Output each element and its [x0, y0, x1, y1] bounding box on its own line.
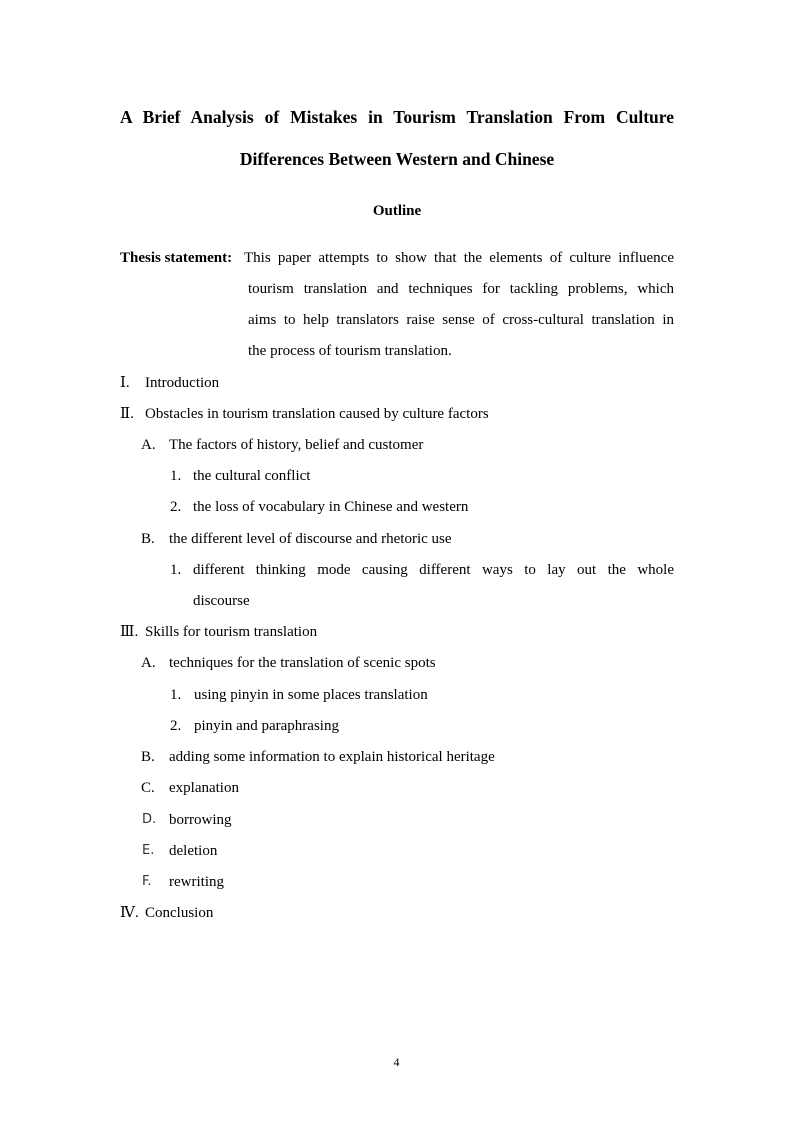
thesis-line-2: tourism translation and techniques for tackling problems, which: [248, 281, 674, 297]
thesis-line-1: This paper attempts to show that the elements of culture influence: [244, 250, 674, 266]
section-2a-2-marker: 2.: [170, 499, 182, 515]
section-3e-text: deletion: [169, 843, 218, 859]
thesis-line-4: the process of tourism translation.: [248, 343, 452, 359]
section-2b-marker: B.: [141, 531, 155, 547]
section-2b-1-marker: 1.: [170, 562, 182, 578]
section-2-text: Obstacles in tourism translation caused by culture factors: [145, 406, 489, 422]
section-3a-marker: A.: [141, 655, 156, 671]
title-line-1: A Brief Analysis of Mistakes in Tourism Translation From Culture: [120, 107, 674, 127]
section-1-marker: Ⅰ.: [120, 375, 130, 391]
section-3a-2-text: pinyin and paraphrasing: [194, 718, 339, 734]
section-2a-2-text: the loss of vocabulary in Chinese and western: [193, 499, 469, 515]
section-3e-marker: E.: [142, 843, 155, 858]
section-3a-text: techniques for the translation of scenic spots: [169, 655, 436, 671]
section-4-marker: Ⅳ.: [120, 905, 139, 921]
section-2b-1-text-line-2: discourse: [193, 593, 250, 609]
outline-heading: Outline: [372, 203, 422, 219]
section-2a-1-marker: 1.: [170, 468, 182, 484]
section-2a-text: The factors of history, belief and customer: [169, 437, 424, 453]
section-3-text: Skills for tourism translation: [145, 624, 318, 640]
section-1-text: Introduction: [145, 375, 220, 391]
page-number: 4: [393, 1055, 400, 1069]
section-3b-marker: B.: [141, 749, 155, 765]
section-4-text: Conclusion: [145, 905, 214, 921]
section-2a-marker: A.: [141, 437, 156, 453]
section-3c-marker: C.: [141, 780, 155, 796]
section-3d-marker: D.: [142, 812, 157, 827]
thesis-line-3: aims to help translators raise sense of cross-cultural translation in: [248, 312, 674, 328]
section-3f-text: rewriting: [169, 874, 224, 890]
section-3a-1-text: using pinyin in some places translation: [194, 687, 428, 703]
section-2-marker: Ⅱ.: [120, 406, 134, 422]
section-3b-text: adding some information to explain historical heritage: [169, 749, 495, 765]
section-2b-text: the different level of discourse and rhetoric use: [169, 531, 452, 547]
thesis-label: Thesis statement:: [120, 250, 233, 266]
section-3-marker: Ⅲ.: [120, 624, 139, 640]
section-3f-marker: F.: [142, 874, 152, 889]
section-3a-1-marker: 1.: [170, 687, 182, 703]
section-3d-text: borrowing: [169, 812, 232, 828]
section-2a-1-text: the cultural conflict: [193, 468, 311, 484]
section-3a-2-marker: 2.: [170, 718, 182, 734]
section-2b-1-text-line-1: different thinking mode causing different ways to lay out the whole: [193, 562, 674, 578]
title-line-2: Differences Between Western and Chinese: [239, 149, 555, 169]
section-3c-text: explanation: [169, 780, 239, 796]
